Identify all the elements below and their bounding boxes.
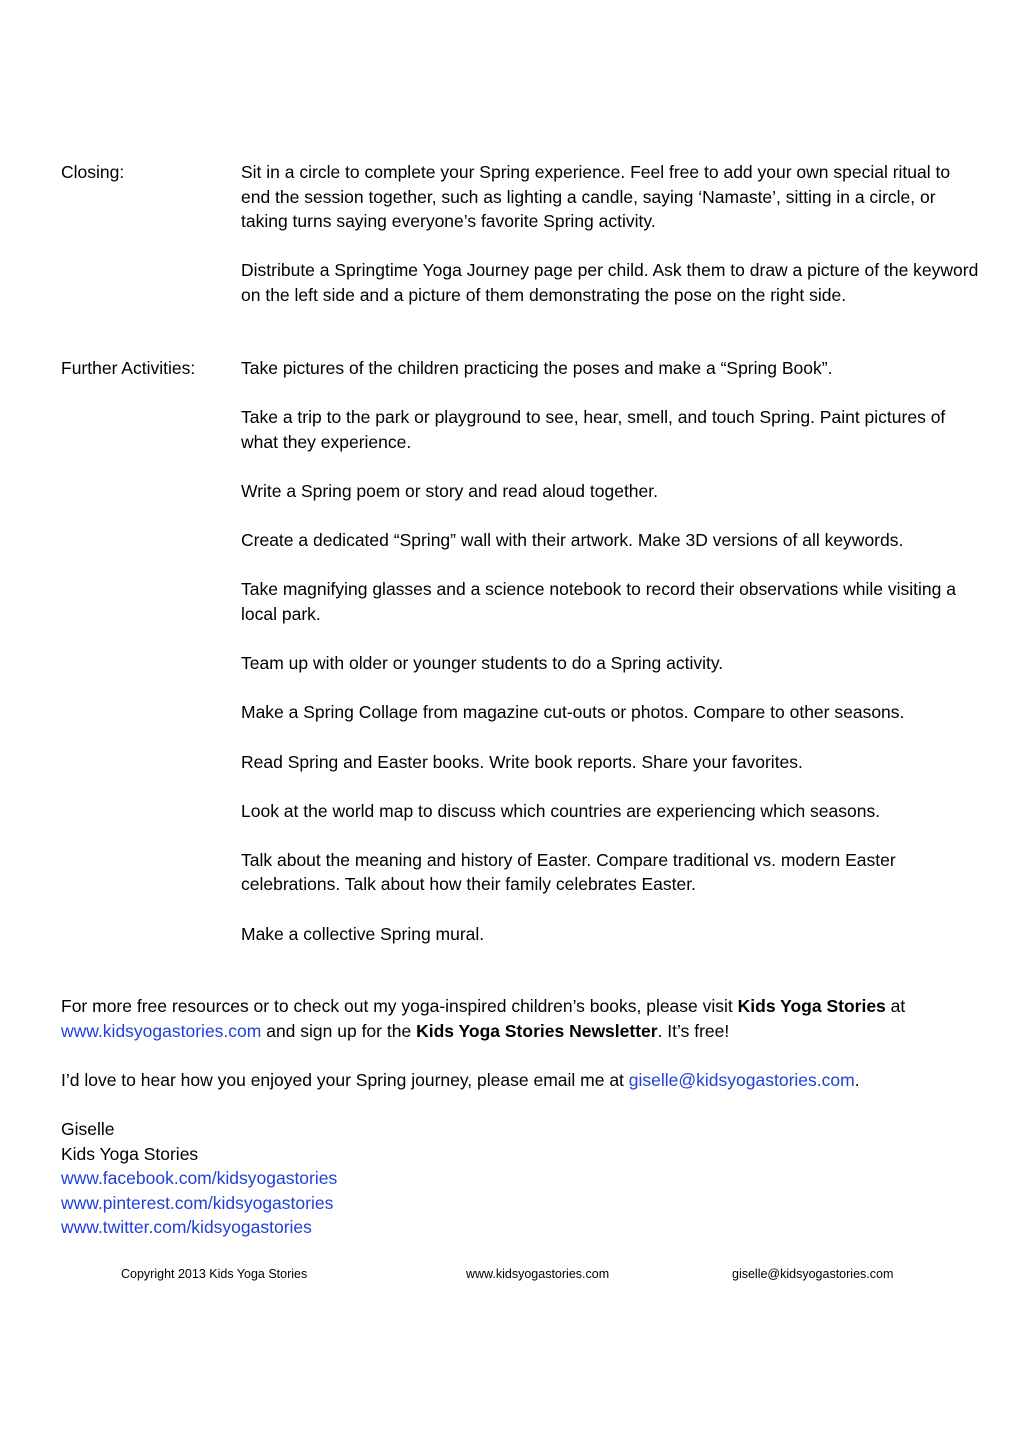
activity-item: Make a Spring Collage from magazine cut-outs or photos. Compare to other seasons. [241, 702, 905, 723]
closing-paragraph: Sit in a circle to complete your Spring experience. Feel free to add your own special ritual to end the session together, such as lighting a candle, saying ‘Namaste’, sitting in a circle, or taking turns saying everyone’s favorite Spring activity. [241, 162, 951, 232]
activity-item: Talk about the meaning and history of Easter. Compare traditional vs. modern Easter celebrations. Talk about how their family celebrates Easter. [241, 849, 896, 895]
newsletter-name: Kids Yoga Stories Newsletter [416, 1020, 658, 1041]
resources-free: . It’s free! [657, 1020, 730, 1041]
activity-item: Read Spring and Easter books. Write book reports. Share your favorites. [241, 751, 803, 772]
activity-item: Take pictures of the children practicing the poses and make a “Spring Book”. [241, 358, 833, 378]
footer-website: www.kidsyogastories.com [466, 1267, 610, 1281]
closing-label: Closing: [61, 162, 125, 182]
resources-signup: and sign up for the [261, 1020, 417, 1041]
activity-item: Look at the world map to discuss which countries are experiencing which seasons. [241, 800, 881, 821]
feedback-end: . [854, 1070, 860, 1090]
footer-email: giselle@kidsyogastories.com [732, 1267, 894, 1281]
further-activities-content [241, 356, 981, 946]
activity-item: Write a Spring poem or story and read aloud together. [241, 480, 659, 501]
signature-company: Kids Yoga Stories [61, 1143, 199, 1164]
page-footer [0, 1267, 1024, 1285]
feedback-text: I’d love to hear how you enjoyed your Spring journey, please email me at [61, 1070, 629, 1090]
further-activities-section [61, 356, 981, 956]
further-activities-label: Further Activities: [61, 358, 196, 378]
activity-item: Team up with older or younger students to do a Spring activity. [241, 653, 724, 674]
closing-section [61, 160, 981, 310]
footer-copyright: Copyright 2013 Kids Yoga Stories [121, 1267, 308, 1281]
pinterest-link[interactable]: www.pinterest.com/kidsyogastories [61, 1192, 334, 1213]
activity-item: Take magnifying glasses and a science notebook to record their observations while visiting a local park. [241, 579, 956, 624]
activity-item: Make a collective Spring mural. [241, 923, 485, 944]
resources-intro: For more free resources or to check out my yoga-inspired children’s books, please visit [61, 996, 738, 1016]
website-link[interactable]: www.kidsyogastories.com [61, 1020, 262, 1041]
activity-item: Create a dedicated “Spring” wall with their artwork. Make 3D versions of all keywords. [241, 530, 904, 551]
email-link[interactable]: giselle@kidsyogastories.com [628, 1070, 855, 1090]
resources-paragraph [61, 994, 961, 1043]
closing-content [241, 160, 981, 308]
closing-paragraph: Distribute a Springtime Yoga Journey page per child. Ask them to draw a picture of the keyword on the left side and a picture of them demonstrating the pose on the right side. [241, 260, 979, 305]
twitter-link[interactable]: www.twitter.com/kidsyogastories [61, 1217, 312, 1238]
facebook-link[interactable]: www.facebook.com/kidsyogastories [61, 1168, 338, 1189]
signature-block [61, 1117, 961, 1240]
feedback-paragraph [61, 1068, 961, 1093]
resources-at: at [885, 996, 906, 1016]
activity-item: Take a trip to the park or playground to see, hear, smell, and touch Spring. Paint pictures of what they experience. [241, 407, 946, 452]
signature-name: Giselle [61, 1119, 115, 1139]
brand-name: Kids Yoga Stories [737, 996, 886, 1016]
